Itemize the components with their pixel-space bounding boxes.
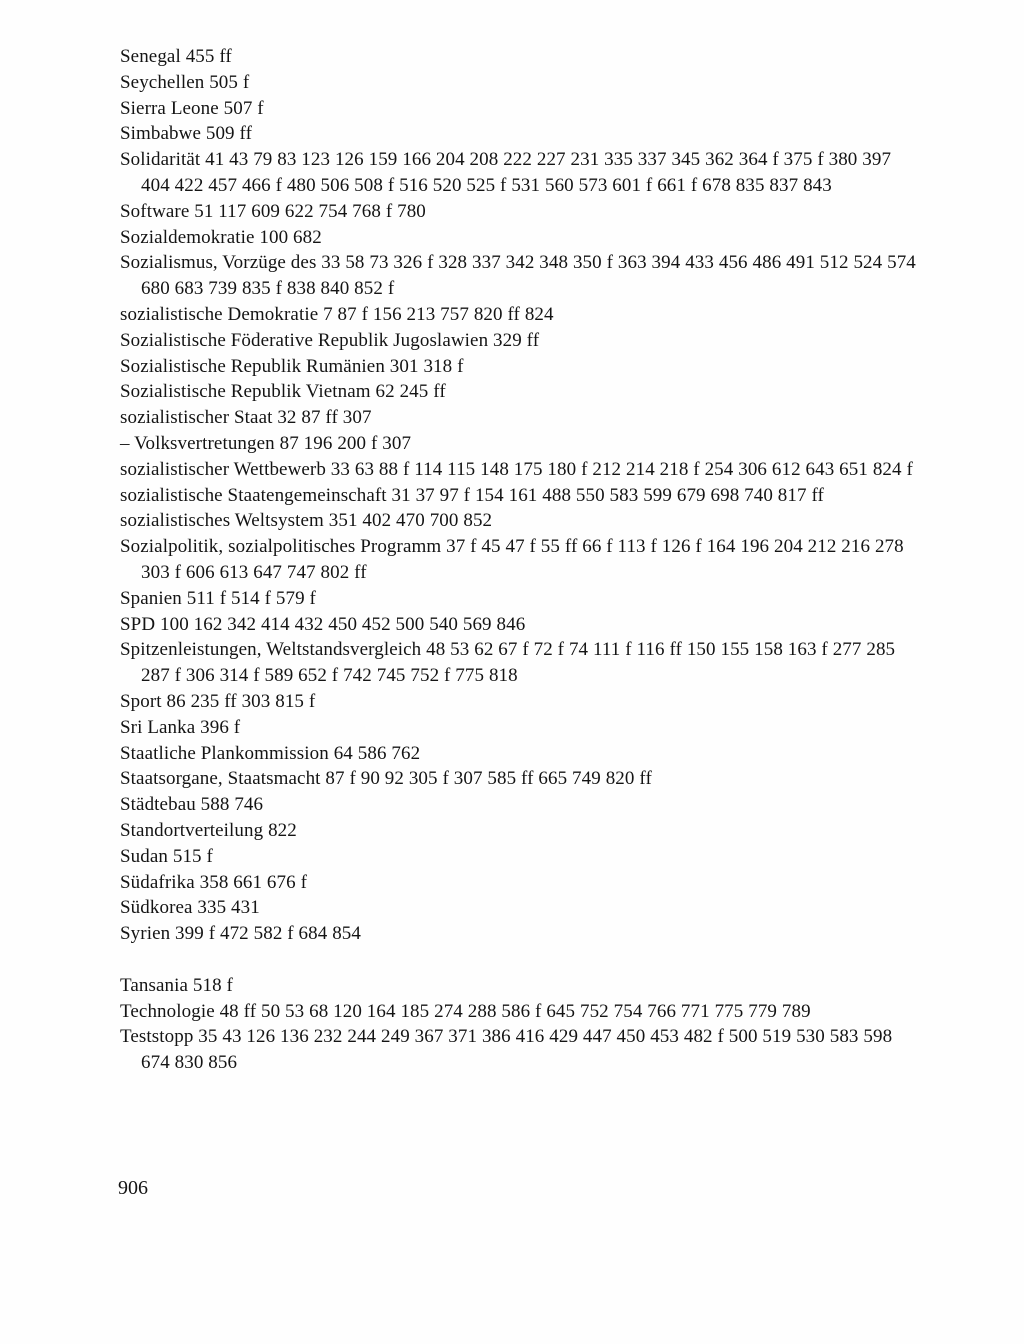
index-entry: Sozialpolitik, sozialpolitisches Programm 37 f 45 47 f 55 ff 66 f 113 f 126 f 164 196 204 212 216 278 303 f 606 613 647 747 802 ff: [120, 536, 904, 583]
index-entry: Solidarität 41 43 79 83 123 126 159 166 204 208 222 227 231 335 337 345 362 364 f 375 f 380 397 404 422 457 466 f 480 506 508 f 516 520 525 f 531 560 573 601 f 661 f 678 835 837 843: [120, 149, 892, 196]
subject-index: [120, 44, 920, 1076]
index-entry: Städtebau 588 746: [120, 794, 264, 816]
index-entry: sozialistische Staatengemeinschaft 31 37 97 f 154 161 488 550 583 599 679 698 740 817 ff: [120, 484, 824, 506]
index-entry: Spitzenleistungen, Weltstandsvergleich 48 53 62 67 f 72 f 74 111 f 116 ff 150 155 158 163 f 277 285 287 f 306 314 f 589 652 f 742 745 752 f 775 818: [120, 639, 896, 687]
index-entry: Sudan 515 f: [120, 845, 213, 867]
index-entry: Syrien 399 f 472 582 f 684 854: [120, 923, 362, 945]
index-entry: Software 51 117 609 622 754 768 f 780: [120, 200, 426, 222]
index-entry: SPD 100 162 342 414 432 450 452 500 540 569 846: [120, 613, 526, 635]
index-entry: Staatliche Plankommission 64 586 762: [120, 742, 421, 764]
index-entry: sozialistischer Staat 32 87 ff 307: [120, 407, 372, 429]
index-entry: Teststopp 35 43 126 136 232 244 249 367 371 386 416 429 447 450 453 482 f 500 519 530 583 598 674 830 856: [120, 1026, 893, 1074]
index-entry: Seychellen 505 f: [120, 71, 250, 93]
index-entry: Südkorea 335 431: [120, 897, 260, 919]
index-entry: Spanien 511 f 514 f 579 f: [120, 587, 316, 609]
index-entry: Sport 86 235 ff 303 815 f: [120, 690, 316, 712]
index-entry: Staatsorgane, Staatsmacht 87 f 90 92 305 f 307 585 ff 665 749 820 ff: [120, 768, 652, 790]
index-entry: Sozialistische Republik Vietnam 62 245 ff: [120, 381, 446, 403]
index-subentry: – Volksvertretungen 87 196 200 f 307: [120, 432, 412, 454]
index-entry: Simbabwe 509 ff: [120, 123, 253, 145]
index-entry: Sozialistische Föderative Republik Jugoslawien 329 ff: [120, 329, 540, 351]
letter-section-gap: [120, 947, 920, 973]
index-entry: Senegal 455 ff: [120, 46, 232, 67]
index-entry: Standortverteilung 822: [120, 819, 297, 841]
index-entry: Sri Lanka 396 f: [120, 716, 241, 738]
index-entry: Südafrika 358 661 676 f: [120, 871, 307, 893]
index-entry: Sozialistische Republik Rumänien 301 318 f: [120, 355, 464, 377]
index-entry: Sozialismus, Vorzüge des 33 58 73 326 f 328 337 342 348 350 f 363 394 433 456 486 491 512 524 574 680 683 739 835 f 838 840 852 f: [120, 252, 916, 300]
index-entry: sozialistischer Wettbewerb 33 63 88 f 114 115 148 175 180 f 212 214 218 f 254 306 612 643 651 824 f: [120, 458, 913, 480]
index-entry: Sozialdemokratie 100 682: [120, 226, 322, 248]
index-entry: Tansania 518 f: [120, 974, 233, 996]
page-number: 906: [118, 1177, 148, 1199]
index-entry: Technologie 48 ff 50 53 68 120 164 185 274 288 586 f 645 752 754 766 771 775 779 789: [120, 1000, 811, 1022]
index-entry: Sierra Leone 507 f: [120, 97, 264, 119]
index-entry: sozialistisches Weltsystem 351 402 470 700 852: [120, 510, 493, 532]
index-entry: sozialistische Demokratie 7 87 f 156 213 757 820 ff 824: [120, 303, 554, 325]
